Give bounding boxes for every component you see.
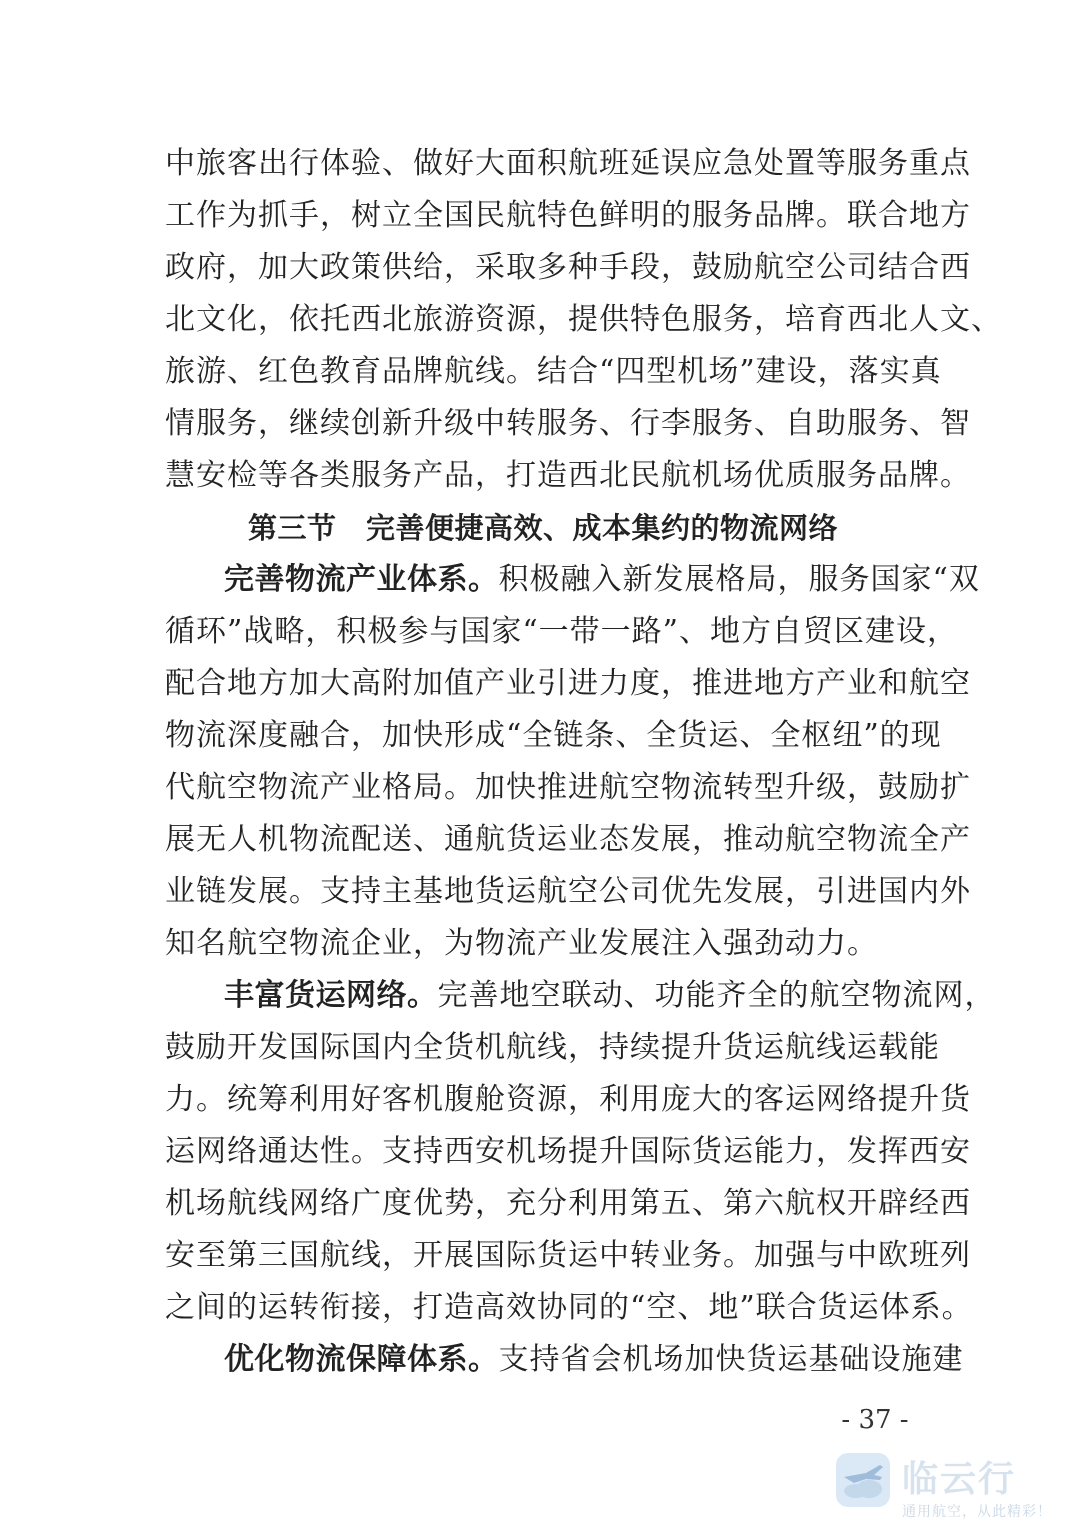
paragraph-line: 工作为抓手，树立全国民航特色鲜明的服务品牌。联合地方: [165, 198, 971, 233]
paragraph-line: 鼓励开发国际国内全货机航线，持续提升货运航线运载能: [165, 1030, 940, 1065]
paragraph-line: 机场航线网络广度优势，充分利用第五、第六航权开辟经西: [165, 1186, 971, 1221]
paragraph-text: 积极融入新发展格局，服务国家“双: [498, 562, 980, 597]
paragraph-line: 政府，加大政策供给，采取多种手段，鼓励航空公司结合西: [165, 250, 971, 285]
watermark: [830, 1445, 1070, 1525]
paragraph-line: 慧安检等各类服务产品，打造西北民航机场优质服务品牌。: [165, 458, 971, 493]
paragraph-line: 展无人机物流配送、通航货运业态发展，推动航空物流全产: [165, 822, 971, 857]
paragraph-first-line: [224, 1334, 964, 1386]
paragraph-lead: 优化物流保障体系。: [224, 1342, 499, 1377]
paragraph-line: 旅游、红色教育品牌航线。结合“四型机场”建设，落实真: [165, 354, 942, 389]
paragraph-line: 运网络通达性。支持西安机场提升国际货运能力，发挥西安: [165, 1134, 971, 1169]
paragraph-first-line: [224, 970, 996, 1022]
paragraph-line: 情服务，继续创新升级中转服务、行李服务、自助服务、智: [165, 406, 971, 441]
paragraph-line: 知名航空物流企业，为物流产业发展注入强劲动力。: [165, 926, 878, 961]
paragraph-lead: 完善物流产业体系。: [224, 562, 499, 597]
paragraph-line: 物流深度融合，加快形成“全链条、全货运、全枢纽”的现: [165, 718, 942, 753]
paragraph-lead: 丰富货运网络。: [224, 978, 438, 1013]
paragraph-line: 业链发展。支持主基地货运航空公司优先发展，引进国内外: [165, 874, 971, 909]
paragraph-line: 代航空物流产业格局。加快推进航空物流转型升级，鼓励扩: [165, 770, 971, 805]
paragraph-first-line: [224, 554, 980, 606]
paragraph-text: 支持省会机场加快货运基础设施建: [498, 1342, 964, 1377]
paragraph-line: 力。统筹利用好客机腹舱资源，利用庞大的客运网络提升货: [165, 1082, 971, 1117]
paragraph-line: 中旅客出行体验、做好大面积航班延误应急处置等服务重点: [165, 146, 971, 181]
paragraph-line: 北文化，依托西北旅游资源，提供特色服务，培育西北人文、: [165, 302, 1002, 337]
paragraph-text: 完善地空联动、功能齐全的航空物流网，: [437, 978, 996, 1013]
paragraph-line: 安至第三国航线，开展国际货运中转业务。加强与中欧班列: [165, 1238, 971, 1273]
watermark-title: 临云行: [902, 1459, 1017, 1500]
section-heading: 第三节 完善便捷高效、成本集约的物流网络: [248, 511, 839, 545]
page-number: - 37 -: [841, 1405, 909, 1435]
watermark-subtitle: 通用航空，从此精彩！: [902, 1504, 1052, 1520]
airplane-cloud-icon: [836, 1453, 890, 1507]
paragraph-line: 配合地方加大高附加值产业引进力度，推进地方产业和航空: [165, 666, 971, 701]
paragraph-line: 循环”战略，积极参与国家“一带一路”、地方自贸区建设，: [165, 614, 959, 649]
paragraph-line: 之间的运转衔接，打造高效协同的“空、地”联合货运体系。: [165, 1290, 973, 1325]
